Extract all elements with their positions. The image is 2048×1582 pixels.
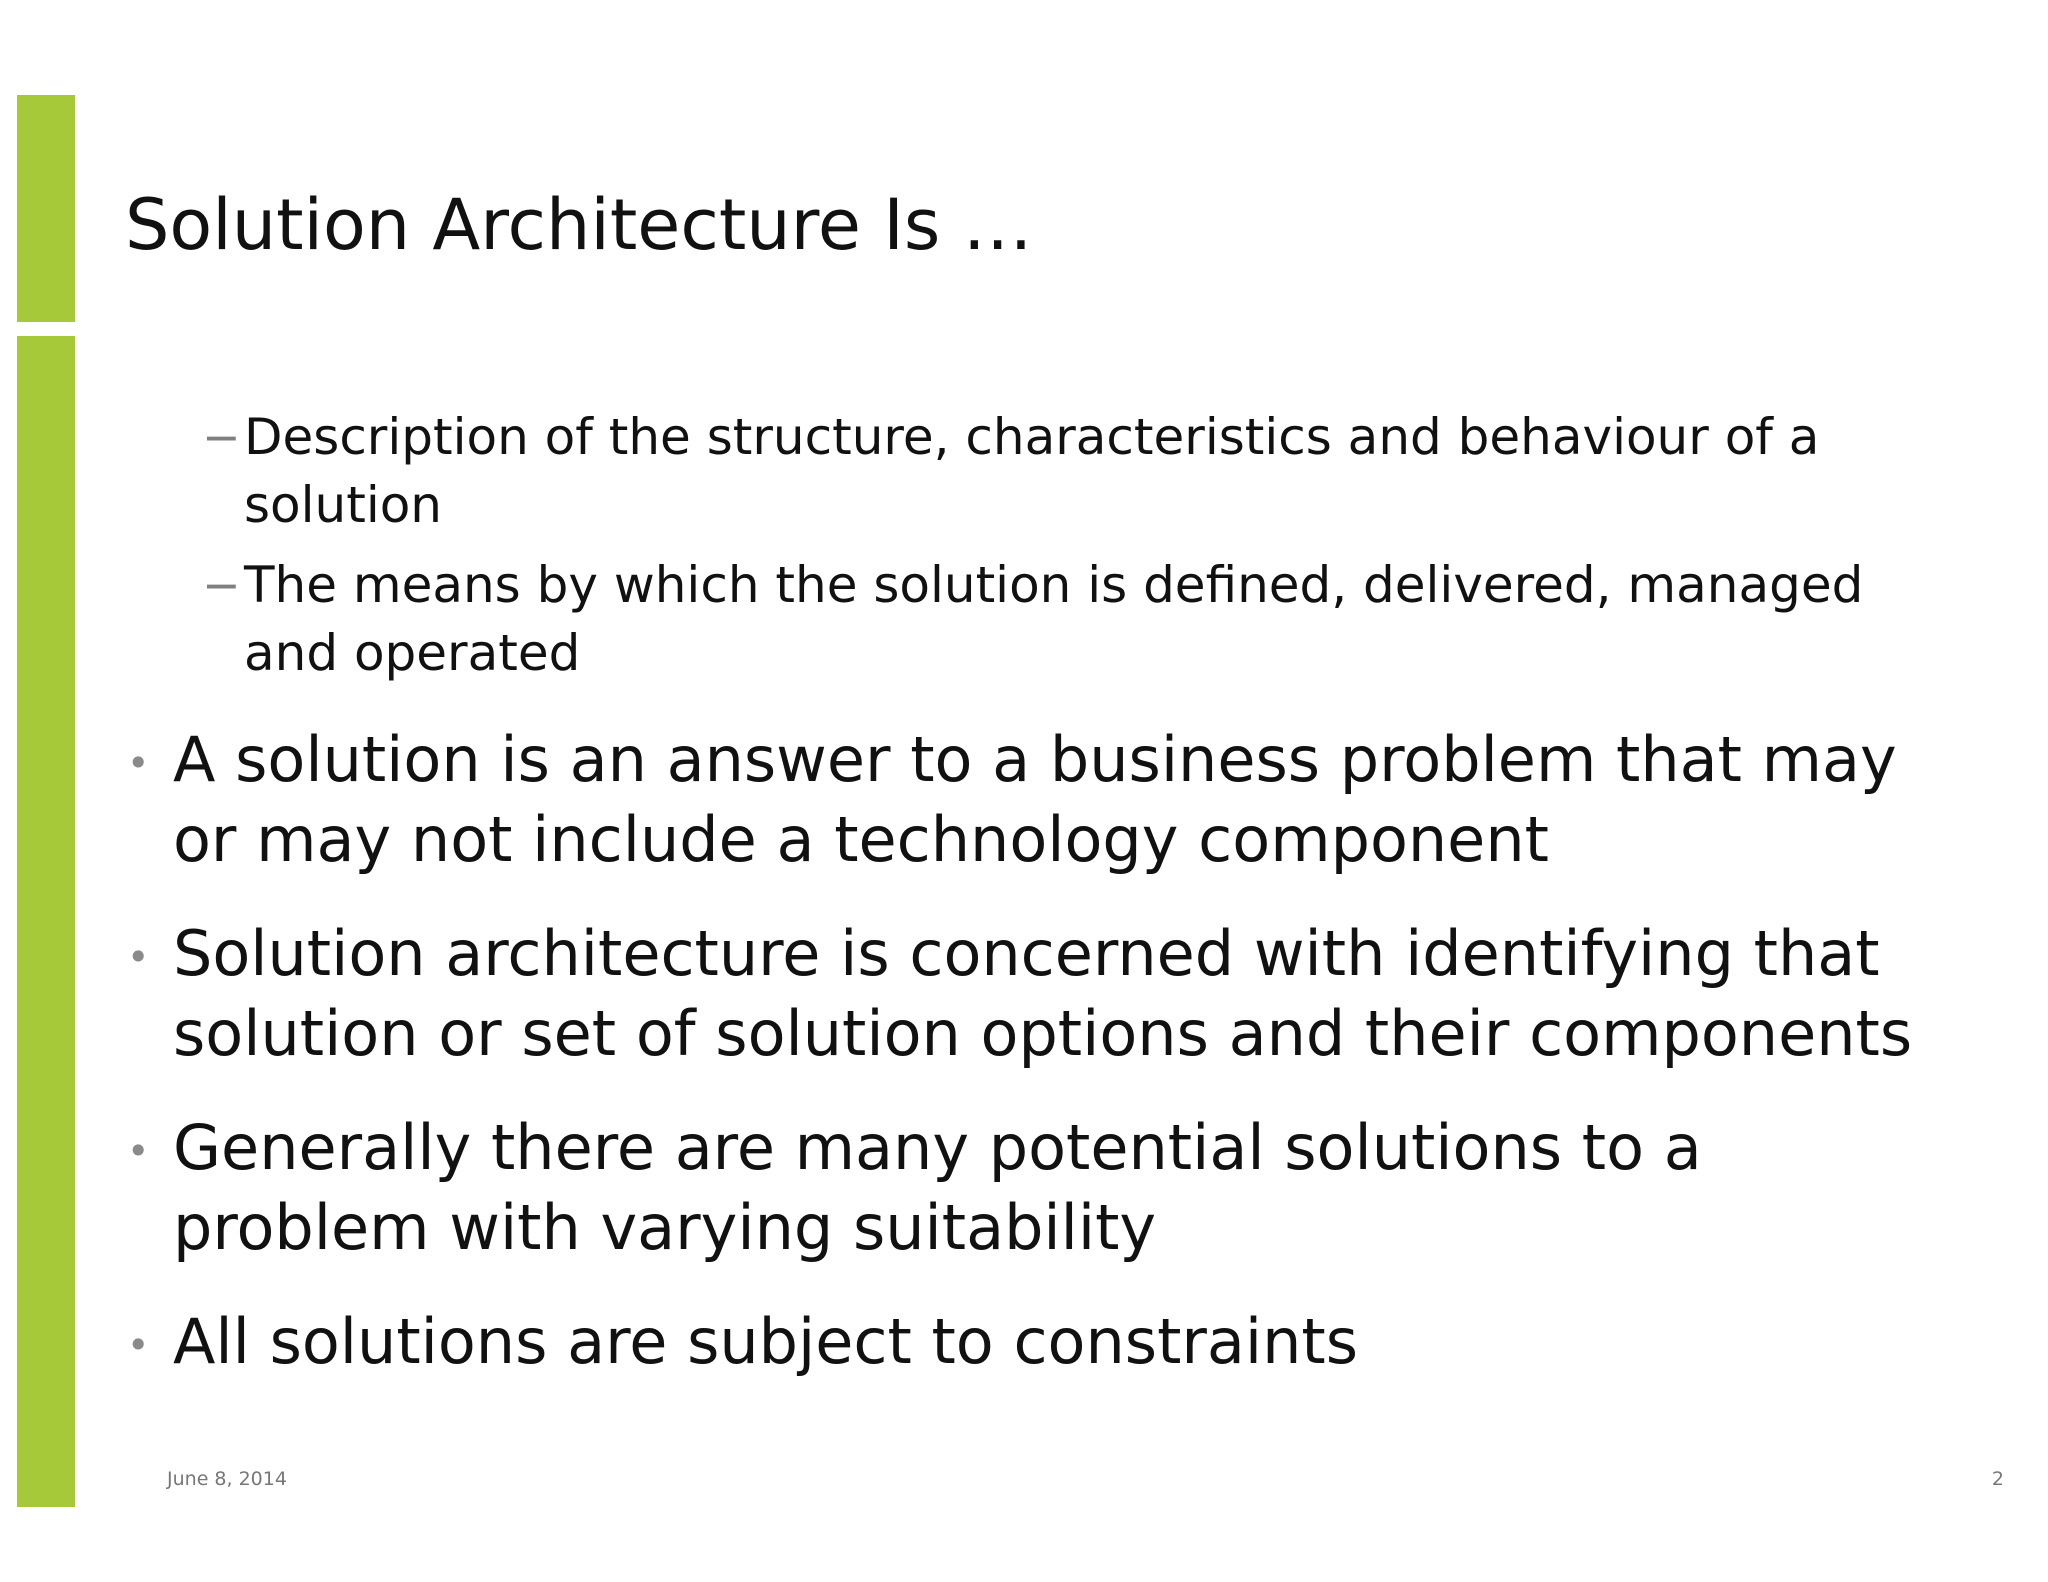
sub-bullet-text: Description of the structure, characteristics and behaviour of a solution bbox=[244, 408, 1820, 534]
bullet-item bbox=[125, 1302, 1945, 1382]
dash-marker-icon: − bbox=[202, 558, 241, 612]
page-number: 2 bbox=[1991, 1468, 2004, 1490]
bullet-dot-icon: • bbox=[127, 1323, 150, 1367]
sub-bullet-list bbox=[200, 403, 1920, 699]
accent-bar-top bbox=[17, 95, 75, 322]
bullet-text: All solutions are subject to constraints bbox=[173, 1305, 1358, 1378]
bullet-dot-icon: • bbox=[127, 935, 150, 979]
footer-date: June 8, 2014 bbox=[167, 1468, 287, 1490]
sub-bullet-item bbox=[200, 403, 1920, 539]
bullet-list bbox=[125, 720, 1945, 1416]
sub-bullet-item bbox=[200, 551, 1920, 687]
bullet-item bbox=[125, 914, 1945, 1074]
bullet-item bbox=[125, 720, 1945, 880]
bullet-item bbox=[125, 1108, 1945, 1268]
bullet-dot-icon: • bbox=[127, 741, 150, 785]
bullet-text: Generally there are many potential solutions to a problem with varying suitability bbox=[173, 1111, 1702, 1264]
bullet-text: Solution architecture is concerned with identifying that solution or set of solution options and their components bbox=[173, 917, 1913, 1070]
sub-bullet-text: The means by which the solution is defined, delivered, managed and operated bbox=[244, 556, 1864, 682]
dash-marker-icon: − bbox=[202, 410, 241, 464]
bullet-dot-icon: • bbox=[127, 1129, 150, 1173]
bullet-text: A solution is an answer to a business problem that may or may not include a technology component bbox=[173, 723, 1897, 876]
accent-bar-bottom bbox=[17, 336, 75, 1507]
slide-title: Solution Architecture Is … bbox=[125, 184, 1033, 266]
